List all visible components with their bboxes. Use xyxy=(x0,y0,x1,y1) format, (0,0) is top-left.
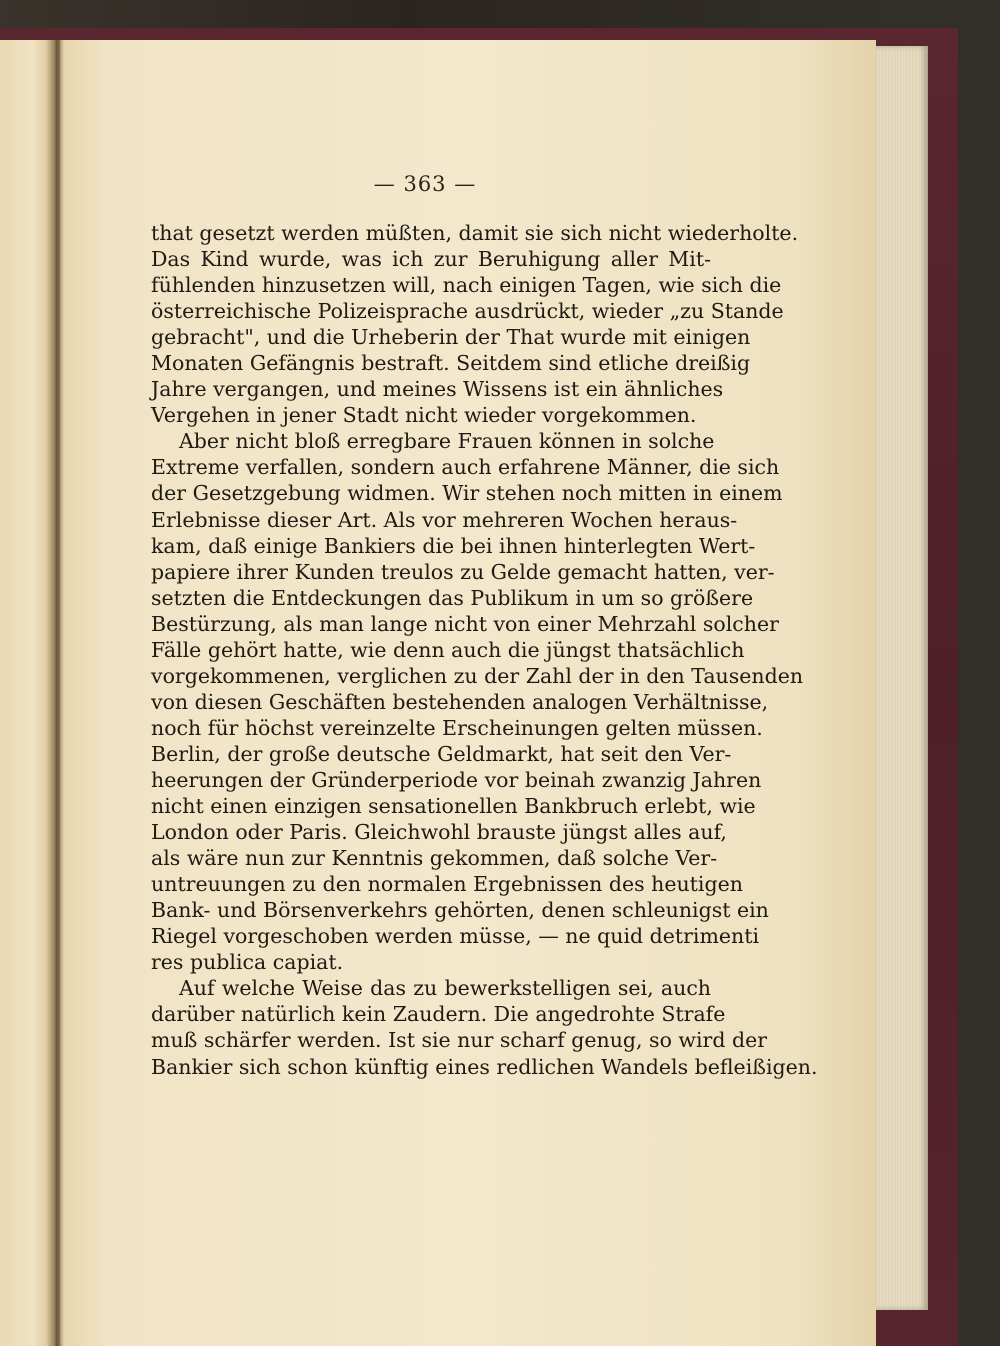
text-line: kam, daß einige Bankiers die bei ihnen hinterlegten Wert- xyxy=(151,533,756,558)
text-line: Bank- und Börsenverkehrs gehörten, denen schleunigst ein xyxy=(151,898,769,923)
text-line: von diesen Geschäften bestehenden analogen Verhältnisse, xyxy=(151,689,769,714)
text-line: heerungen der Gründerperiode vor beinah zwanzig Jahren xyxy=(151,767,762,792)
text-line: Riegel vorgeschoben werden müsse, — ne quid detrimenti xyxy=(151,924,760,949)
text-line: Erlebnisse dieser Art. Als vor mehreren Wochen heraus- xyxy=(151,507,738,532)
text-line: res publica capiat. xyxy=(151,950,344,975)
text-line: Auf welche Weise das zu bewerkstelligen sei, auch xyxy=(179,976,711,1001)
text-line: London oder Paris. Gleichwohl brauste jüngst alles auf, xyxy=(151,820,727,845)
text-line: Berlin, der große deutsche Geldmarkt, hat seit den Ver- xyxy=(151,741,732,766)
text-line: Aber nicht bloß erregbare Frauen können in solche xyxy=(179,429,715,454)
text-line: als wäre nun zur Kenntnis gekommen, daß solche Ver- xyxy=(151,846,718,871)
text-line: that gesetzt werden müßten, damit sie sich nicht wiederholte. xyxy=(151,221,799,245)
text-line: vorgekommenen, verglichen zu der Zahl der in den Tausenden xyxy=(151,663,804,688)
text-line: Monaten Gefängnis bestraft. Seitdem sind etliche dreißig xyxy=(151,351,751,376)
text-line: gebracht", und die Urheberin der That wurde mit einigen xyxy=(151,325,751,350)
text-line: darüber natürlich kein Zaudern. Die angedrohte Strafe xyxy=(151,1002,726,1027)
text-line: Extreme verfallen, sondern auch erfahrene Männer, die sich xyxy=(151,455,780,480)
text-line: Vergehen in jener Stadt nicht wieder vorgekommen. xyxy=(151,403,697,428)
body-text xyxy=(151,220,818,1080)
text-line: nicht einen einzigen sensationellen Bankbruch erlebt, wie xyxy=(151,794,756,819)
page-number: — 363 — xyxy=(373,172,477,196)
text-line: muß schärfer werden. Ist sie nur scharf genug, so wird der xyxy=(151,1028,768,1053)
text-line: Bankier sich schon künftig eines redlichen Wandels befleißigen. xyxy=(151,1054,818,1079)
text-line: noch für höchst vereinzelte Erscheinungen gelten müssen. xyxy=(151,715,763,740)
text-line: fühlenden hinzusetzen will, nach einigen Tagen, wie sich die xyxy=(151,273,782,298)
page-block-edge xyxy=(876,46,928,1310)
text-line: Fälle gehört hatte, wie denn auch die jüngst thatsächlich xyxy=(151,637,745,662)
text-line: Jahre vergangen, und meines Wissens ist ein ähnliches xyxy=(151,377,724,402)
text-line: papiere ihrer Kunden treulos zu Gelde gemacht hatten, ver- xyxy=(151,559,775,584)
text-line: setzten die Entdeckungen das Publikum in um so größere xyxy=(151,585,754,610)
book-gutter xyxy=(46,40,64,1346)
text-line: untreuungen zu den normalen Ergebnissen des heutigen xyxy=(151,872,743,897)
text-line: österreichische Polizeisprache ausdrückt, wieder „zu Stande xyxy=(151,299,784,324)
text-line: Das Kind wurde, was ich zur Beruhigung aller Mit- xyxy=(151,247,711,272)
text-line: der Gesetzgebung widmen. Wir stehen noch mitten in einem xyxy=(151,481,783,506)
text-line: Bestürzung, als man lange nicht von einer Mehrzahl solcher xyxy=(151,611,779,636)
